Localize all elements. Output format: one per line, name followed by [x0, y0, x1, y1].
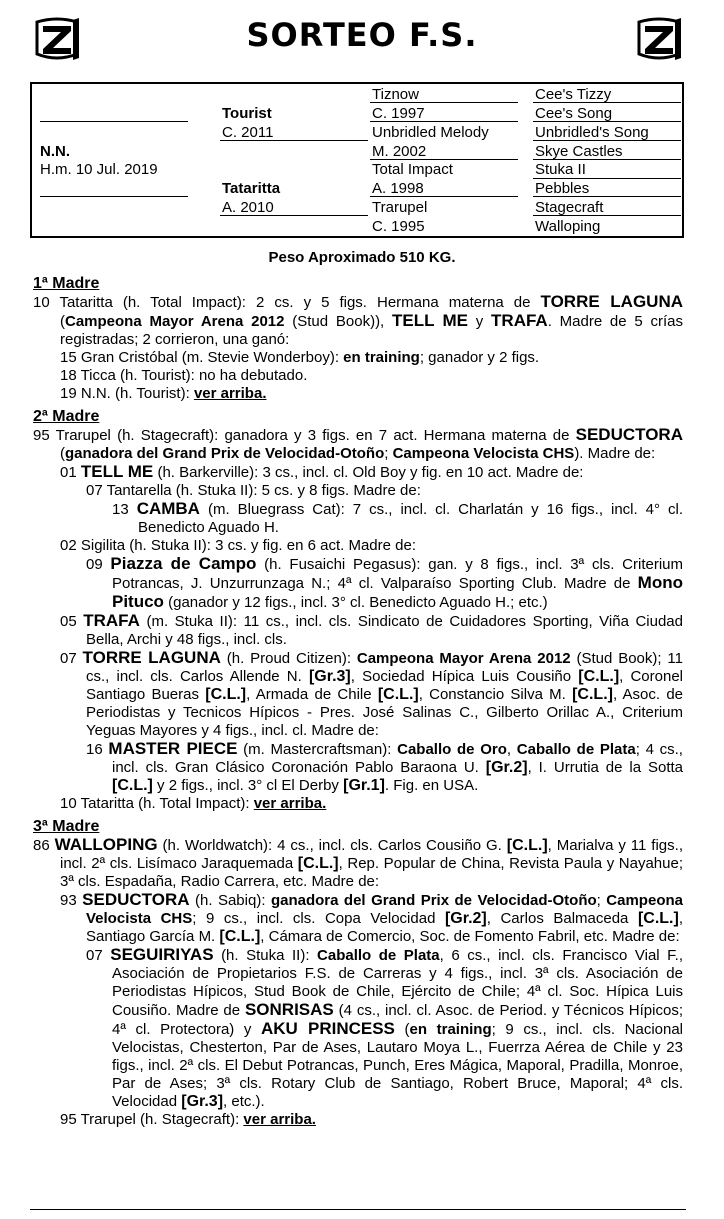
horse-name: SEDUCTORA	[575, 425, 683, 444]
entry-text: en training	[343, 349, 420, 366]
offspring-entry	[86, 482, 683, 500]
entry-text: , Santiago García M.	[86, 910, 683, 945]
section-heading: 2ª Madre	[33, 408, 100, 425]
pedigree-table	[30, 82, 684, 238]
entry-text: (Stud Book); 11 cs., incl. cls. Carlos Allende N.	[86, 650, 683, 685]
entry-text: 02 Sigilita (h. Stuka II): 3 cs. y fig. en 6 act. Madre de:	[60, 537, 417, 554]
entry-text: , Carlos Balmaceda	[486, 910, 638, 927]
pedigree-cell: A. 1998	[372, 180, 424, 197]
pedigree-cell: C. 1997	[372, 105, 425, 122]
entry-text: ). Madre de:	[574, 445, 656, 462]
entry-text: 05	[60, 613, 84, 630]
pedigree-cell: Stuka II	[535, 161, 586, 178]
entry-text: ; 9 cs., incl. cls. Copa Velocidad	[192, 910, 445, 927]
entry-text: y	[468, 313, 492, 330]
entry-text: ; 9 cs., incl. cls. Nacional Velocistas, Chesterton, Par de Ases, Lautaro Moya L., Fuerrza Aérea de Chile y 23 figs., incl. 2ª cls. El Debut Potrancas, Punch, Eres Mágica, Maporal, Pradilla, Monroe, Par de Ases; 3ª cls. Rotary Club de Santiago, Robert Bruce, Maporal; 4ª cls. Velocidad	[112, 1021, 684, 1110]
grade-badge: [C.L.]	[219, 928, 261, 945]
section-heading: 1ª Madre	[33, 275, 100, 292]
dam-section	[33, 817, 683, 1129]
horse-name: TELL ME	[80, 462, 154, 481]
entry-text: 19 N.N. (h. Tourist):	[60, 385, 194, 402]
offspring-entry	[33, 426, 683, 463]
entry-text: 10 Tataritta (h. Total Impact): 2 cs. y 5 figs. Hermana materna de	[33, 294, 541, 311]
entry-text: Campeona Mayor Arena 2012	[356, 650, 571, 667]
entry-text: ;	[596, 892, 607, 909]
entry-text: ganadora del Grand Prix de Velocidad-Otoño	[65, 445, 385, 462]
horse-name: MASTER PIECE	[108, 739, 238, 758]
horse-name: TRAFA	[491, 311, 548, 330]
entry-text: , Rep. Popular de China, Revista Paula y Nayahue; 3ª cls. Espadaña, Radio Carrera, etc. Madre de:	[60, 855, 683, 890]
dam-section	[33, 274, 683, 403]
offspring-entry	[86, 946, 683, 1111]
entry-text: 01	[60, 464, 81, 481]
pedigree-cell: Cee's Song	[535, 105, 613, 122]
grade-badge: [C.L.]	[506, 837, 548, 854]
offspring-entry	[33, 293, 683, 349]
horse-name: TRAFA	[83, 611, 140, 630]
pedigree-cell: H.m. 10 Jul. 2019	[40, 161, 158, 178]
entry-text: (Stud Book)),	[284, 313, 392, 330]
offspring-entry	[60, 795, 683, 813]
approx-weight: Peso Aproximado 510 KG.	[268, 249, 456, 266]
pedigree-cell: Trarupel	[372, 199, 428, 216]
entry-text: , Constancio Silva M.	[418, 686, 573, 703]
entry-text: 15 Gran Cristóbal (m. Stevie Wonderboy):	[60, 349, 344, 366]
pedigree-cell: Pebbles	[535, 180, 590, 197]
see-above-ref: ver arriba.	[253, 795, 327, 812]
pedigree-cell: Cee's Tizzy	[535, 86, 612, 103]
pedigree-cell: A. 2010	[222, 199, 274, 216]
entry-text: 95 Trarupel (h. Stagecraft):	[60, 1111, 244, 1128]
entry-text: Campeona Velocista CHS	[392, 445, 575, 462]
horse-name: WALLOPING	[54, 835, 158, 854]
entry-text: Campeona Mayor Arena 2012	[65, 313, 285, 330]
entry-text: , 6 cs., incl. cls. Francisco Vial F., Asociación de Propietarios F.S. de Carreras y 4 figs., incl. 3ª cls. Asociación de Periodistas Hípicos, Stud Book de Chile, Ejército de Chile; 4ª cl. Soc. Hípica Luis Cousiño. Madre de	[112, 947, 683, 1019]
entry-text: . Fig. en USA.	[384, 777, 479, 794]
entry-text: , Armada de Chile	[246, 686, 378, 703]
offspring-entry	[60, 367, 683, 385]
entry-text: 13	[112, 501, 137, 518]
section-heading: 3ª Madre	[33, 818, 100, 835]
entry-text: 95 Trarupel (h. Stagecraft): ganadora y 3 figs. en 7 act. Hermana materna de	[33, 427, 576, 444]
entry-text: 18 Ticca (h. Tourist): no ha debutado.	[60, 367, 308, 384]
pedigree-cell: Stagecraft	[535, 199, 604, 216]
offspring-entry	[86, 555, 683, 612]
dam-section	[33, 407, 683, 813]
grade-badge: [Gr.1]	[343, 777, 385, 794]
entry-text: (	[394, 1021, 410, 1038]
entry-text: Caballo de Plata	[317, 947, 440, 964]
horse-name: SEDUCTORA	[82, 890, 190, 909]
entry-text: , Sociedad Hípica Luis Cousiño	[350, 668, 579, 685]
pedigree-cell: Tourist	[222, 105, 272, 122]
page-title: SORTEO F.S.	[246, 16, 478, 54]
entry-text: , I. Urrutia de la Sotta	[527, 759, 683, 776]
pedigree-cell: N.N.	[40, 143, 70, 160]
entry-text: 09	[86, 556, 111, 573]
entry-text: 07	[86, 947, 111, 964]
entry-text: , Marialva y 11 figs., incl. 2ª cls. Lisímaco Jaraquemada	[60, 837, 683, 872]
horse-name: AKU PRINCESS	[261, 1019, 395, 1038]
pedigree-cell: C. 2011	[222, 124, 274, 141]
entry-text: (	[60, 313, 65, 330]
offspring-entry	[33, 836, 683, 891]
entry-text: , etc.).	[223, 1093, 265, 1110]
entry-text: . Madre de 5 crías registradas; 2 corrieron, una ganó:	[60, 313, 683, 348]
grade-badge: [C.L.]	[377, 686, 419, 703]
pedigree-cell: Tiznow	[372, 86, 419, 103]
entry-text: (m. Stuka II): 11 cs., incl. cls. Sindicato de Cuidadores Sporting, Viña Ciudad Bella, Archi y 48 figs., incl. cls.	[86, 613, 683, 648]
family-history	[33, 274, 683, 1133]
entry-text: (m. Mastercraftsman):	[237, 741, 398, 758]
entry-text: (h. Worldwatch): 4 cs., incl. cls. Carlos Cousiño G.	[157, 837, 507, 854]
entry-text: 07 Tantarella (h. Stuka II): 5 cs. y 8 figs. Madre de:	[86, 482, 421, 499]
horse-name: TELL ME	[392, 311, 469, 330]
entry-text: (h. Proud Citizen):	[220, 650, 357, 667]
entry-text: Caballo de Plata	[516, 741, 636, 758]
pedigree-cell: Total Impact	[372, 161, 453, 178]
horse-name: Mono Pituco	[112, 573, 683, 611]
grade-badge: [Gr.2]	[444, 910, 487, 927]
horse-name: CAMBA	[136, 499, 200, 518]
horse-name: SEGUIRIYAS	[110, 945, 214, 964]
entry-text: 16	[86, 741, 109, 758]
entry-text: Campeona Velocista CHS	[86, 892, 683, 927]
entry-text: (ganador y 12 figs., incl. 3° cl. Benedicto Aguado H.; etc.)	[163, 594, 548, 611]
entry-text: 86	[33, 837, 55, 854]
entry-text: , Coronel Santiago Bueras	[86, 668, 683, 703]
offspring-entry	[112, 500, 683, 537]
horse-name: TORRE LAGUNA	[82, 648, 221, 667]
offspring-entry	[60, 891, 683, 946]
entry-text: ,	[506, 741, 517, 758]
entry-text: (h. Fusaichi Pegasus): gan. y 8 figs., incl. 3ª cls. Criterium Potrancas, J. Unzurrunzaga N.; 4ª cl. Valparaíso Sporting Club. Madre de	[112, 556, 684, 592]
entry-text: 10 Tataritta (h. Total Impact):	[60, 795, 254, 812]
offspring-entry	[60, 649, 683, 740]
entry-text: ;	[384, 445, 393, 462]
entry-text: , Cámara de Comercio, Soc. de Fomento Fabril, etc. Madre de:	[260, 928, 680, 945]
entry-text: (m. Bluegrass Cat): 7 cs., incl. cl. Charlatán y 16 figs., incl. 4° cl. Benedicto Aguado H.	[138, 501, 683, 536]
entry-text: ; 4 cs., incl. cls. Gran Clásico Coronación Pablo Baraona U.	[112, 741, 683, 776]
entry-text: (	[60, 445, 65, 462]
grade-badge: [C.L.]	[572, 686, 613, 703]
entry-text: (h. Barkerville): 3 cs., incl. cl. Old Boy y fig. en 10 act. Madre de:	[153, 464, 584, 481]
entry-text: Caballo de Oro	[397, 741, 507, 758]
pedigree-cell: Unbridled Melody	[372, 124, 489, 141]
offspring-entry	[60, 349, 683, 367]
entry-text: 93	[60, 892, 83, 909]
grade-badge: [C.L.]	[297, 855, 339, 872]
grade-badge: [Gr.2]	[485, 759, 528, 776]
offspring-entry	[60, 612, 683, 649]
pedigree-cell: C. 1995	[372, 218, 425, 235]
entry-text: en training	[409, 1021, 492, 1038]
offspring-entry	[86, 740, 683, 795]
grade-badge: [Gr.3]	[308, 668, 351, 685]
entry-text: 07	[60, 650, 83, 667]
entry-text: ; ganador y 2 figs.	[419, 349, 540, 366]
grade-badge: [C.L.]	[205, 686, 247, 703]
horse-name: SONRISAS	[244, 1000, 334, 1019]
entry-text: (h. Sabiq):	[189, 892, 271, 909]
grade-badge: [C.L.]	[112, 777, 153, 794]
grade-badge: [C.L.]	[637, 910, 679, 927]
entry-text: (4 cs., incl. cl. Asoc. de Period. y Técnicos Hípicos; 4ª cl. Protectora) y	[112, 1002, 683, 1038]
footer-divider	[30, 1209, 686, 1210]
offspring-entry	[60, 537, 683, 555]
offspring-entry	[60, 463, 683, 482]
grade-badge: [C.L.]	[578, 668, 620, 685]
pedigree-cell: M. 2002	[372, 143, 427, 160]
pedigree-cell: Skye Castles	[535, 143, 623, 160]
pedigree-cell: Unbridled's Song	[535, 124, 649, 141]
pedigree-cell: Tataritta	[222, 180, 281, 197]
entry-text: y 2 figs., incl. 3° cl El Derby	[152, 777, 344, 794]
grade-badge: [Gr.3]	[181, 1093, 224, 1110]
entry-text: (h. Stuka II):	[213, 947, 318, 964]
entry-text: , Asoc. de Periodistas y Tecnicos Hípicos - Pres. José Salinas C., Gilberto Orillac A., Criterium Yeguas Mayores y 4 figs., incl. cl. Madre de:	[86, 686, 684, 739]
horse-name: Piazza de Campo	[110, 554, 257, 573]
offspring-entry	[60, 1111, 683, 1129]
pedigree-cell: Walloping	[535, 218, 601, 235]
see-above-ref: ver arriba.	[243, 1111, 316, 1128]
entry-text: ganadora del Grand Prix de Velocidad-Otoño	[270, 892, 597, 909]
offspring-entry	[60, 385, 683, 403]
see-above-ref: ver arriba.	[193, 385, 267, 402]
horse-name: TORRE LAGUNA	[540, 292, 683, 311]
